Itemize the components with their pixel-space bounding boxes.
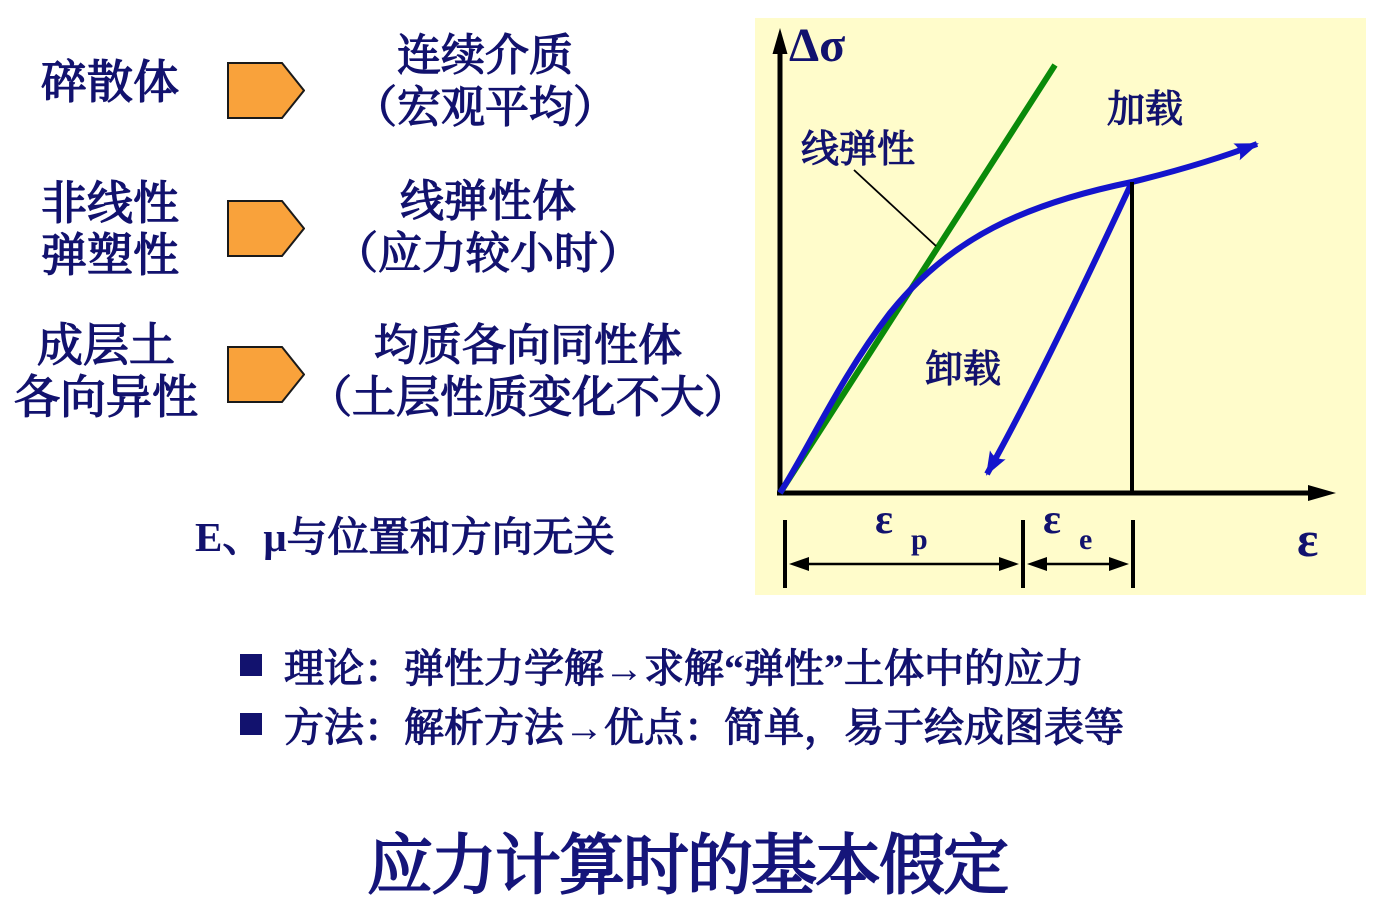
assumption-row3-left (0, 320, 212, 424)
assumption-row2-right (318, 176, 658, 280)
assumption-row3-left-line1: 成层土 (37, 320, 175, 371)
loading-label: 加载 (1107, 89, 1184, 131)
x-axis-arrowhead (1308, 485, 1336, 501)
elastic-strain-label (1043, 496, 1092, 557)
assumption-row1-right-line2: （宏观平均） (353, 83, 617, 132)
block-arrow-shape (228, 63, 304, 118)
assumption-row3-right-line1: 均质各向同性体 (374, 321, 682, 370)
y-axis-label: Δσ (789, 19, 846, 72)
assumption-row3-right-line2: （土层性质变化不大） (308, 373, 748, 422)
stress-strain-chart-panel (755, 18, 1366, 595)
elastic-strain-left-arrowhead (1027, 557, 1047, 571)
block-arrow-right-icon (227, 346, 305, 403)
assumption-row1-right-line1: 连续介质 (397, 31, 573, 80)
plastic-strain-left-arrowhead (789, 557, 809, 571)
bullet-method-text: 方法：解析方法→优点：简单，易于绘成图表等 (284, 704, 1124, 750)
plastic-strain-right-arrowhead (999, 557, 1019, 571)
bullet-item-theory (240, 643, 1084, 691)
assumption-row2-right-line2: （应力较小时） (334, 229, 642, 278)
x-axis-label: ε (1297, 511, 1319, 567)
assumption-row3-left-line2: 各向异性 (14, 372, 198, 423)
linear-elastic-callout-line (854, 170, 936, 246)
unloading-label: 卸载 (925, 349, 1002, 391)
bullet-theory-text: 理论：弹性力学解→求解“弹性”土体中的应力 (284, 645, 1084, 691)
assumption-row3-right (308, 320, 748, 424)
assumption-row2-right-line1: 线弹性体 (400, 177, 576, 226)
elastic-strain-subscript: e (1078, 523, 1093, 556)
loading-curve (780, 144, 1257, 493)
plastic-strain-subscript: p (910, 523, 928, 556)
y-axis-arrowhead (773, 28, 788, 54)
elastic-strain-right-arrowhead (1109, 557, 1129, 571)
assumption-row1-left-line1: 碎散体 (41, 57, 179, 108)
block-arrow-shape (228, 201, 304, 256)
bullet-item-method (240, 702, 1124, 750)
bullet-square-icon (240, 713, 262, 735)
assumption-row2-left-line1: 非线性 (41, 178, 179, 229)
block-arrow-shape (228, 347, 304, 402)
elastic-constants-note: E、μ与位置和方向无关 (195, 514, 615, 560)
assumption-row2-left-line2: 弹塑性 (41, 230, 179, 281)
assumption-row1-left (8, 57, 212, 109)
linear-elastic-label: 线弹性 (801, 129, 916, 171)
plastic-strain-label (875, 496, 928, 557)
block-arrow-right-icon (227, 200, 305, 257)
bullet-square-icon (240, 654, 262, 676)
assumption-row1-right (320, 30, 650, 134)
unloading-curve (987, 182, 1132, 474)
elastic-strain-symbol: ε (1043, 497, 1061, 543)
block-arrow-right-icon (227, 62, 305, 119)
assumption-row2-left (8, 178, 212, 282)
plastic-strain-symbol: ε (875, 497, 893, 543)
slide-title: 应力计算时的基本假定 (367, 828, 1007, 902)
